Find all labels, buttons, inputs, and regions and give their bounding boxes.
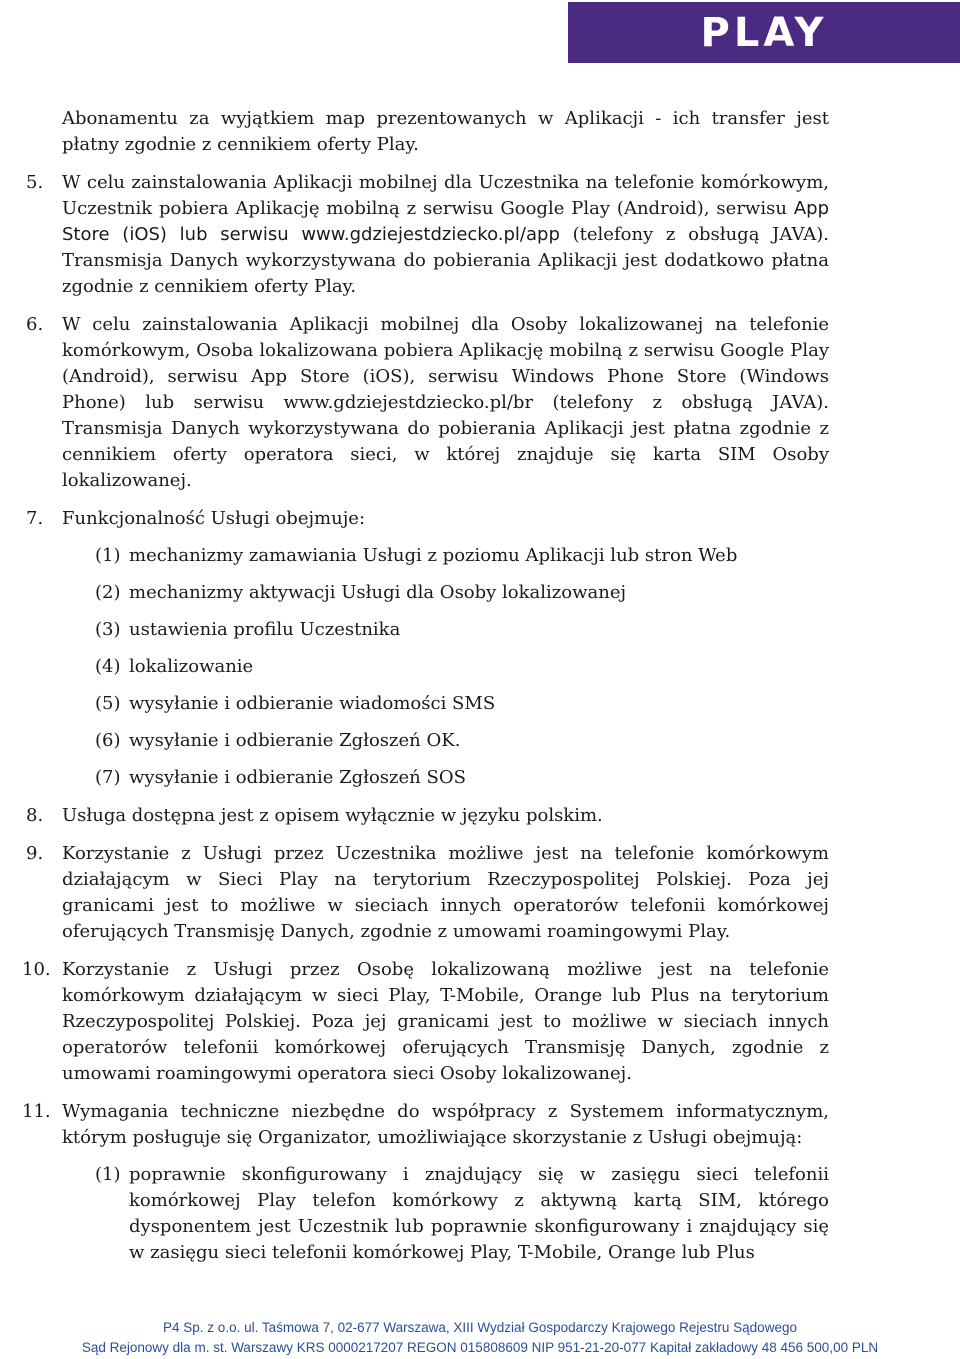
sub-number: (4): [95, 656, 121, 677]
sublist-item: [95, 691, 829, 717]
sub-number: (1): [95, 1164, 121, 1185]
item-text: Usługa dostępna jest z opisem wyłącznie w języku polskim.: [62, 805, 603, 826]
item-text: Korzystanie z Usługi przez Osobę lokalizowaną możliwe jest na telefonie komórkowym działającym w sieci Play, T-Mobile, Orange lub Plus na terytorium Rzeczypospolitej Polskiej. Poza jej granicami jest to możliwe w sieciach innych operatorów telefonii komórkowej oferujących Transmisję Danych, zgodnie z umowami roamingowymi operatora sieci Osoby lokalizowanej.: [62, 959, 829, 1084]
play-logo: [568, 2, 960, 63]
sub-text: mechanizmy aktywacji Usługi dla Osoby lokalizowanej: [129, 582, 627, 603]
item-text: Korzystanie z Usługi przez Uczestnika możliwe jest na telefonie komórkowym działającym w Sieci Play na terytorium Rzeczypospolitej Polskiej. Poza jej granicami jest to możliwe w sieciach innych operatorów telefonii komórkowej oferujących Transmisję Danych, zgodnie z umowami roamingowymi Play.: [62, 843, 829, 942]
sub-text: lokalizowanie: [129, 656, 254, 677]
intro-paragraph: Abonamentu za wyjątkiem map prezentowanych w Aplikacji - ich transfer jest płatny zgodnie z cennikiem oferty Play.: [62, 108, 829, 155]
item-number: 10.: [22, 959, 51, 980]
sub-text: ustawienia profilu Uczestnika: [129, 619, 401, 640]
sub-number: (1): [95, 545, 121, 566]
sub-text: poprawnie skonfigurowany i znajdujący się w zasięgu sieci telefonii komórkowej Play telefon komórkowy z aktywną kartą SIM, którego dysponentem jest Uczestnik lub poprawnie skonfigurowany i znajdujący się w zasięgu sieci telefonii komórkowej Play, T-Mobile, Orange lub Plus: [129, 1164, 829, 1263]
list-item-5: [26, 170, 829, 300]
list-item-7: [26, 506, 829, 532]
item-text: Funkcjonalność Usługi obejmuje:: [62, 508, 366, 529]
item-number: 9.: [26, 843, 44, 864]
list-item-9: [26, 841, 829, 945]
sublist-item: [95, 617, 829, 643]
footer-line-1: P4 Sp. z o.o. ul. Taśmowa 7, 02-677 Warszawa, XIII Wydział Gospodarczy Krajowego Rejestru Sądowego: [163, 1320, 797, 1335]
item-text-sans: App Store (iOS) lub serwisu www.gdziejestdziecko.pl/app: [62, 198, 829, 245]
sub-text: wysyłanie i odbieranie wiadomości SMS: [129, 693, 496, 714]
sub-number: (7): [95, 767, 121, 788]
list-item-8: [26, 803, 829, 829]
list-item-10: [22, 957, 829, 1087]
item-number: 7.: [26, 508, 44, 529]
list-item-6: [26, 312, 829, 494]
sub-text: wysyłanie i odbieranie Zgłoszeń OK.: [129, 730, 461, 751]
sub-text: mechanizmy zamawiania Usługi z poziomu Aplikacji lub stron Web: [129, 545, 738, 566]
logo-text: PLAY: [700, 9, 828, 56]
sub-number: (5): [95, 693, 121, 714]
sublist-item: [95, 728, 829, 754]
item-text: W celu zainstalowania Aplikacji mobilnej dla Osoby lokalizowanej na telefonie komórkowym, Osoba lokalizowana pobiera Aplikację mobilną z serwisu Google Play (Android), serwisu App Store (iOS), serwisu Windows Phone Store (Windows Phone) lub serwisu www.gdziejestdziecko.pl/br (telefony z obsługą JAVA). Transmisja Danych wykorzystywana do pobierania Aplikacji jest płatna zgodnie z cennikiem oferty operatora sieci, w której znajduje się karta SIM Osoby lokalizowanej.: [62, 314, 829, 491]
footer-line-2: Sąd Rejonowy dla m. st. Warszawy KRS 0000217207 REGON 015808609 NIP 951-21-20-077 Kapitał zakładowy 48 456 500,00 PLN: [81, 1340, 879, 1355]
item-text: Wymagania techniczne niezbędne do współpracy z Systemem informatycznym, którym posługuje się Organizator, umożliwiające skorzystanie z Usługi obejmują:: [62, 1101, 829, 1148]
functionality-sublist: [62, 543, 829, 791]
sublist-item: [95, 543, 829, 569]
item-number: 11.: [22, 1101, 51, 1122]
item-number: 6.: [26, 314, 44, 335]
document-body: [22, 106, 829, 1266]
item-text-cont: (telefony z obsługą JAVA). Transmisja Danych wykorzystywana do pobierania Aplikacji jest dodatkowo płatna zgodnie z cennikiem oferty Play.: [62, 224, 829, 297]
item-number: 5.: [26, 172, 44, 193]
sub-text: wysyłanie i odbieranie Zgłoszeń SOS: [129, 767, 466, 788]
sub-number: (6): [95, 730, 121, 751]
sublist-item: [95, 654, 829, 680]
sub-number: (3): [95, 619, 121, 640]
sublist-item: [95, 765, 829, 791]
item-number: 8.: [26, 805, 44, 826]
requirements-sublist: [62, 1162, 829, 1266]
item-text: W celu zainstalowania Aplikacji mobilnej dla Uczestnika na telefonie komórkowym, Uczestnik pobiera Aplikację mobilną z serwisu Google Play (Android), serwisu: [62, 172, 829, 219]
sublist-item: [95, 580, 829, 606]
sublist-item: [95, 1162, 829, 1266]
list-item-11: [22, 1099, 829, 1151]
sub-number: (2): [95, 582, 121, 603]
